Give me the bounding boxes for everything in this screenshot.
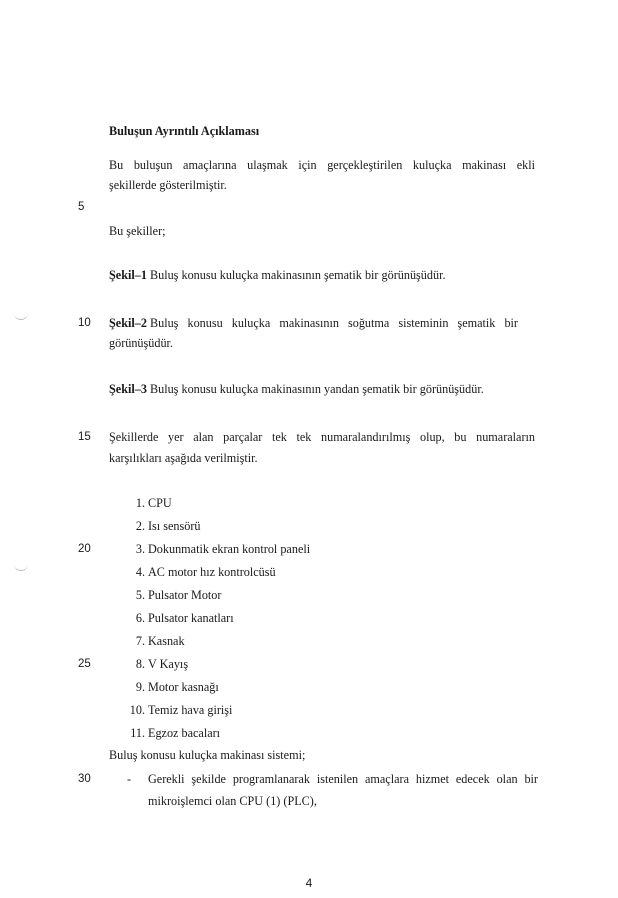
figure-3-caption <box>109 382 484 397</box>
bullet-dash: - <box>127 772 132 786</box>
bullet-line-2: mikroişlemci olan CPU (1) (PLC), <box>148 794 317 808</box>
scan-mark <box>14 309 28 320</box>
section-heading: Buluşun Ayrıntılı Açıklaması <box>109 124 260 138</box>
parts-intro-line-1: Şekillerde yer alan parçalar tek tek numaralandırılmış olup, bu numaraların <box>109 430 535 444</box>
line-number: 30 <box>78 773 91 785</box>
part-name: Dokunmatik ekran kontrol paneli <box>148 542 311 556</box>
part-name: Pulsator kanatları <box>148 611 234 625</box>
bullet-line-1: Gerekli şekilde programlanarak istenilen amaçlara hizmet edecek olan bir <box>148 772 538 786</box>
part-number: 8. <box>135 657 145 671</box>
scan-mark <box>14 560 28 571</box>
part-name: Kasnak <box>148 634 185 648</box>
part-name: CPU <box>148 496 172 510</box>
part-number: 7. <box>135 634 145 648</box>
intro-line-1: Bu buluşun amaçlarına ulaşmak için gerçekleştirilen kuluçka makinası ekli <box>109 158 535 172</box>
line-number: 10 <box>78 317 91 329</box>
part-number: 11. <box>130 726 145 740</box>
system-intro: Buluş konusu kuluçka makinası sistemi; <box>109 748 306 762</box>
figure-1-text: Buluş konusu kuluçka makinasının şematik bir görünüşüdür. <box>149 268 446 282</box>
line-number: 15 <box>78 431 91 443</box>
figure-2-caption-line-1 <box>109 316 535 331</box>
part-number: 2. <box>135 519 145 533</box>
part-name: Motor kasnağı <box>148 680 219 694</box>
line-number: 5 <box>78 201 85 213</box>
part-number: 4. <box>135 565 145 579</box>
parts-intro-line-2: karşılıkları aşağıda verilmiştir. <box>109 451 258 465</box>
page-number: 4 <box>305 876 313 890</box>
figure-2-caption-line-2: görünüşüdür. <box>109 336 173 350</box>
figure-3-label: Şekil–3 <box>109 382 147 396</box>
part-name: Pulsator Motor <box>148 588 222 602</box>
figure-1-caption <box>109 268 446 283</box>
part-number: 3. <box>135 542 145 556</box>
line-number: 20 <box>78 543 91 555</box>
figure-2-text: Buluş konusu kuluçka makinasının soğutma sisteminin şematik bir <box>149 316 518 330</box>
part-name: AC motor hız kontrolcüsü <box>148 565 276 579</box>
figure-1-label: Şekil–1 <box>109 268 147 282</box>
part-number: 9. <box>135 680 145 694</box>
part-name: Temiz hava girişi <box>148 703 233 717</box>
intro-line-2: şekillerde gösterilmiştir. <box>109 178 227 192</box>
figure-2-label: Şekil–2 <box>109 316 147 330</box>
part-name: Isı sensörü <box>148 519 201 533</box>
part-name: V Kayış <box>148 657 189 671</box>
part-number: 10. <box>129 703 145 717</box>
figures-intro: Bu şekiller; <box>109 224 166 238</box>
part-number: 6. <box>135 611 145 625</box>
part-number: 1. <box>135 496 145 510</box>
part-number: 5. <box>135 588 145 602</box>
line-number: 25 <box>78 658 91 670</box>
part-name: Egzoz bacaları <box>148 726 221 740</box>
figure-3-text: Buluş konusu kuluçka makinasının yandan şematik bir görünüşüdür. <box>149 382 484 396</box>
